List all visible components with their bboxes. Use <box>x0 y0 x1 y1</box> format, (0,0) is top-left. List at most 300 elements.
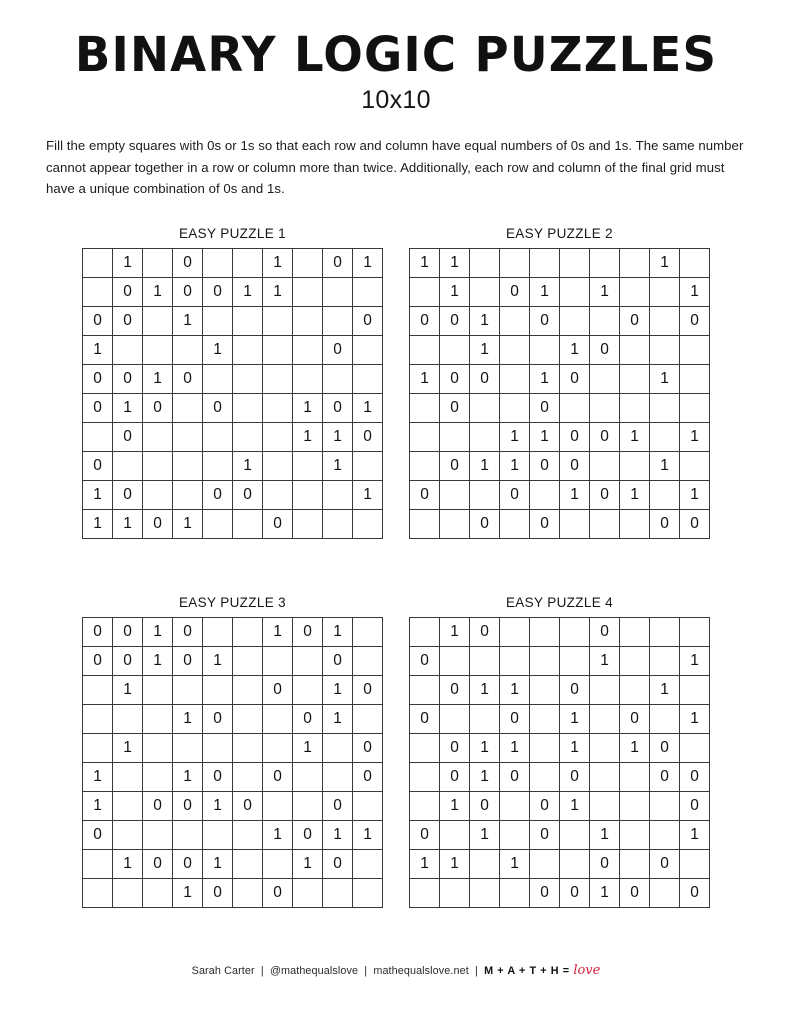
grid-cell-empty[interactable] <box>410 675 440 704</box>
grid-cell-filled[interactable]: 0 <box>530 820 560 849</box>
grid-cell-filled[interactable]: 1 <box>203 791 233 820</box>
grid-cell-empty[interactable] <box>590 762 620 791</box>
grid-cell-filled[interactable]: 0 <box>680 306 710 335</box>
grid-cell-empty[interactable] <box>353 704 383 733</box>
grid-cell-filled[interactable]: 0 <box>470 509 500 538</box>
grid-cell-filled[interactable]: 1 <box>353 480 383 509</box>
grid-cell-empty[interactable] <box>173 422 203 451</box>
grid-cell-empty[interactable] <box>293 762 323 791</box>
puzzle-2-grid[interactable] <box>409 248 710 539</box>
grid-cell-filled[interactable]: 1 <box>143 277 173 306</box>
grid-cell-filled[interactable]: 1 <box>83 480 113 509</box>
grid-cell-filled[interactable]: 1 <box>113 733 143 762</box>
grid-cell-empty[interactable] <box>620 509 650 538</box>
grid-cell-empty[interactable] <box>620 762 650 791</box>
grid-cell-filled[interactable]: 0 <box>263 762 293 791</box>
grid-cell-empty[interactable] <box>560 393 590 422</box>
grid-cell-filled[interactable]: 1 <box>440 849 470 878</box>
grid-cell-empty[interactable] <box>113 762 143 791</box>
grid-cell-empty[interactable] <box>203 451 233 480</box>
grid-cell-filled[interactable]: 0 <box>620 704 650 733</box>
grid-cell-empty[interactable] <box>83 704 113 733</box>
grid-cell-filled[interactable]: 0 <box>83 646 113 675</box>
grid-cell-filled[interactable]: 1 <box>173 762 203 791</box>
grid-cell-empty[interactable] <box>323 878 353 907</box>
grid-cell-empty[interactable] <box>650 878 680 907</box>
grid-cell-filled[interactable]: 0 <box>560 762 590 791</box>
grid-cell-filled[interactable]: 1 <box>323 704 353 733</box>
grid-cell-empty[interactable] <box>650 335 680 364</box>
grid-cell-empty[interactable] <box>620 451 650 480</box>
grid-cell-empty[interactable] <box>143 878 173 907</box>
grid-cell-filled[interactable]: 1 <box>83 762 113 791</box>
grid-cell-filled[interactable]: 1 <box>143 646 173 675</box>
grid-cell-filled[interactable]: 0 <box>560 675 590 704</box>
grid-cell-filled[interactable]: 1 <box>83 335 113 364</box>
grid-cell-filled[interactable]: 0 <box>440 306 470 335</box>
grid-cell-empty[interactable] <box>293 364 323 393</box>
grid-cell-empty[interactable] <box>263 335 293 364</box>
grid-cell-empty[interactable] <box>83 878 113 907</box>
grid-cell-empty[interactable] <box>353 791 383 820</box>
grid-cell-empty[interactable] <box>263 422 293 451</box>
grid-cell-empty[interactable] <box>620 335 650 364</box>
grid-cell-filled[interactable]: 1 <box>323 422 353 451</box>
grid-cell-empty[interactable] <box>470 849 500 878</box>
grid-cell-empty[interactable] <box>620 675 650 704</box>
grid-cell-filled[interactable]: 0 <box>590 480 620 509</box>
grid-cell-filled[interactable]: 0 <box>293 704 323 733</box>
grid-cell-empty[interactable] <box>410 393 440 422</box>
grid-cell-filled[interactable]: 0 <box>410 646 440 675</box>
grid-cell-empty[interactable] <box>470 878 500 907</box>
grid-cell-empty[interactable] <box>470 277 500 306</box>
grid-cell-filled[interactable]: 0 <box>173 791 203 820</box>
grid-cell-empty[interactable] <box>470 480 500 509</box>
grid-cell-filled[interactable]: 0 <box>323 393 353 422</box>
grid-cell-filled[interactable]: 1 <box>560 791 590 820</box>
grid-cell-empty[interactable] <box>620 248 650 277</box>
grid-cell-filled[interactable]: 0 <box>440 364 470 393</box>
grid-cell-filled[interactable]: 0 <box>263 509 293 538</box>
grid-cell-filled[interactable]: 1 <box>353 248 383 277</box>
grid-cell-filled[interactable]: 0 <box>173 248 203 277</box>
grid-cell-filled[interactable]: 0 <box>203 480 233 509</box>
grid-cell-filled[interactable]: 0 <box>560 451 590 480</box>
grid-cell-filled[interactable]: 1 <box>620 733 650 762</box>
grid-cell-filled[interactable]: 0 <box>113 306 143 335</box>
grid-cell-filled[interactable]: 1 <box>680 480 710 509</box>
grid-cell-empty[interactable] <box>173 733 203 762</box>
grid-cell-empty[interactable] <box>83 422 113 451</box>
grid-cell-empty[interactable] <box>233 878 263 907</box>
grid-cell-empty[interactable] <box>83 733 113 762</box>
grid-cell-filled[interactable]: 1 <box>263 277 293 306</box>
grid-cell-empty[interactable] <box>113 820 143 849</box>
grid-cell-filled[interactable]: 1 <box>233 451 263 480</box>
grid-cell-empty[interactable] <box>680 675 710 704</box>
grid-cell-filled[interactable]: 0 <box>440 675 470 704</box>
grid-cell-empty[interactable] <box>530 733 560 762</box>
grid-cell-empty[interactable] <box>323 306 353 335</box>
grid-cell-filled[interactable]: 0 <box>590 422 620 451</box>
grid-cell-empty[interactable] <box>143 820 173 849</box>
grid-cell-empty[interactable] <box>560 277 590 306</box>
grid-cell-filled[interactable]: 1 <box>83 509 113 538</box>
grid-cell-empty[interactable] <box>500 878 530 907</box>
grid-cell-empty[interactable] <box>620 646 650 675</box>
grid-cell-filled[interactable]: 1 <box>410 364 440 393</box>
grid-cell-filled[interactable]: 1 <box>470 675 500 704</box>
grid-cell-empty[interactable] <box>410 277 440 306</box>
grid-cell-filled[interactable]: 1 <box>470 733 500 762</box>
grid-cell-filled[interactable]: 1 <box>440 277 470 306</box>
grid-cell-filled[interactable]: 0 <box>530 306 560 335</box>
grid-cell-empty[interactable] <box>323 762 353 791</box>
grid-cell-filled[interactable]: 1 <box>470 306 500 335</box>
grid-cell-empty[interactable] <box>203 364 233 393</box>
grid-cell-filled[interactable]: 1 <box>113 248 143 277</box>
grid-cell-filled[interactable]: 0 <box>590 849 620 878</box>
grid-cell-filled[interactable]: 1 <box>173 306 203 335</box>
grid-cell-empty[interactable] <box>530 617 560 646</box>
grid-cell-filled[interactable]: 1 <box>293 422 323 451</box>
grid-cell-empty[interactable] <box>410 791 440 820</box>
grid-cell-filled[interactable]: 1 <box>680 820 710 849</box>
grid-cell-filled[interactable]: 0 <box>143 791 173 820</box>
grid-cell-filled[interactable]: 1 <box>470 451 500 480</box>
grid-cell-filled[interactable]: 1 <box>440 791 470 820</box>
grid-cell-filled[interactable]: 0 <box>143 509 173 538</box>
grid-cell-empty[interactable] <box>293 675 323 704</box>
grid-cell-filled[interactable]: 0 <box>680 762 710 791</box>
grid-cell-empty[interactable] <box>233 335 263 364</box>
grid-cell-filled[interactable]: 0 <box>113 617 143 646</box>
grid-cell-empty[interactable] <box>353 277 383 306</box>
grid-cell-filled[interactable]: 0 <box>173 617 203 646</box>
grid-cell-empty[interactable] <box>293 509 323 538</box>
grid-cell-empty[interactable] <box>173 335 203 364</box>
grid-cell-empty[interactable] <box>680 733 710 762</box>
grid-cell-empty[interactable] <box>143 451 173 480</box>
grid-cell-empty[interactable] <box>530 762 560 791</box>
grid-cell-empty[interactable] <box>590 509 620 538</box>
grid-cell-empty[interactable] <box>263 364 293 393</box>
grid-cell-empty[interactable] <box>560 849 590 878</box>
grid-cell-filled[interactable]: 0 <box>500 480 530 509</box>
grid-cell-filled[interactable]: 1 <box>500 849 530 878</box>
grid-cell-empty[interactable] <box>293 878 323 907</box>
grid-cell-empty[interactable] <box>143 335 173 364</box>
grid-cell-empty[interactable] <box>560 509 590 538</box>
grid-cell-empty[interactable] <box>113 335 143 364</box>
grid-cell-filled[interactable]: 0 <box>173 364 203 393</box>
grid-cell-empty[interactable] <box>113 451 143 480</box>
grid-cell-empty[interactable] <box>203 422 233 451</box>
grid-cell-filled[interactable]: 1 <box>500 675 530 704</box>
grid-cell-empty[interactable] <box>113 878 143 907</box>
grid-cell-filled[interactable]: 0 <box>680 791 710 820</box>
grid-cell-filled[interactable]: 1 <box>590 646 620 675</box>
grid-cell-filled[interactable]: 0 <box>263 675 293 704</box>
grid-cell-empty[interactable] <box>440 646 470 675</box>
grid-cell-empty[interactable] <box>500 306 530 335</box>
grid-cell-filled[interactable]: 0 <box>173 277 203 306</box>
grid-cell-empty[interactable] <box>650 791 680 820</box>
grid-cell-filled[interactable]: 1 <box>203 646 233 675</box>
grid-cell-empty[interactable] <box>590 364 620 393</box>
grid-cell-empty[interactable] <box>650 646 680 675</box>
grid-cell-empty[interactable] <box>680 364 710 393</box>
grid-cell-empty[interactable] <box>353 335 383 364</box>
grid-cell-empty[interactable] <box>113 791 143 820</box>
grid-cell-filled[interactable]: 0 <box>323 849 353 878</box>
grid-cell-filled[interactable]: 1 <box>113 509 143 538</box>
grid-cell-empty[interactable] <box>680 849 710 878</box>
grid-cell-filled[interactable]: 1 <box>323 617 353 646</box>
grid-cell-filled[interactable]: 1 <box>500 422 530 451</box>
grid-cell-filled[interactable]: 0 <box>410 306 440 335</box>
grid-cell-empty[interactable] <box>173 393 203 422</box>
grid-cell-filled[interactable]: 0 <box>500 277 530 306</box>
grid-cell-filled[interactable]: 1 <box>263 248 293 277</box>
grid-cell-filled[interactable]: 1 <box>173 878 203 907</box>
grid-cell-empty[interactable] <box>500 646 530 675</box>
grid-cell-filled[interactable]: 0 <box>470 364 500 393</box>
grid-cell-filled[interactable]: 1 <box>233 277 263 306</box>
grid-cell-empty[interactable] <box>143 422 173 451</box>
grid-cell-filled[interactable]: 0 <box>530 878 560 907</box>
grid-cell-filled[interactable]: 0 <box>470 791 500 820</box>
grid-cell-empty[interactable] <box>293 277 323 306</box>
grid-cell-empty[interactable] <box>143 733 173 762</box>
grid-cell-filled[interactable]: 0 <box>470 617 500 646</box>
grid-cell-empty[interactable] <box>233 306 263 335</box>
grid-cell-filled[interactable]: 0 <box>650 509 680 538</box>
grid-cell-empty[interactable] <box>143 248 173 277</box>
grid-cell-empty[interactable] <box>590 248 620 277</box>
grid-cell-empty[interactable] <box>530 248 560 277</box>
grid-cell-empty[interactable] <box>353 451 383 480</box>
grid-cell-filled[interactable]: 1 <box>143 617 173 646</box>
grid-cell-empty[interactable] <box>560 820 590 849</box>
grid-cell-empty[interactable] <box>323 277 353 306</box>
grid-cell-filled[interactable]: 1 <box>680 422 710 451</box>
grid-cell-filled[interactable]: 1 <box>590 878 620 907</box>
grid-cell-empty[interactable] <box>530 646 560 675</box>
grid-cell-empty[interactable] <box>323 733 353 762</box>
grid-cell-empty[interactable] <box>83 248 113 277</box>
grid-cell-empty[interactable] <box>650 617 680 646</box>
grid-cell-filled[interactable]: 0 <box>353 306 383 335</box>
grid-cell-filled[interactable]: 1 <box>440 248 470 277</box>
grid-cell-empty[interactable] <box>263 306 293 335</box>
grid-cell-filled[interactable]: 0 <box>620 878 650 907</box>
grid-cell-filled[interactable]: 0 <box>203 277 233 306</box>
grid-cell-empty[interactable] <box>500 393 530 422</box>
grid-cell-filled[interactable]: 1 <box>323 820 353 849</box>
grid-cell-empty[interactable] <box>410 617 440 646</box>
grid-cell-filled[interactable]: 1 <box>203 849 233 878</box>
grid-cell-filled[interactable]: 1 <box>470 762 500 791</box>
grid-cell-empty[interactable] <box>233 733 263 762</box>
grid-cell-empty[interactable] <box>590 791 620 820</box>
grid-cell-empty[interactable] <box>650 422 680 451</box>
grid-cell-filled[interactable]: 1 <box>590 277 620 306</box>
grid-cell-filled[interactable]: 1 <box>590 820 620 849</box>
grid-cell-empty[interactable] <box>323 480 353 509</box>
grid-cell-empty[interactable] <box>470 704 500 733</box>
grid-cell-empty[interactable] <box>263 393 293 422</box>
grid-cell-filled[interactable]: 1 <box>293 733 323 762</box>
grid-cell-empty[interactable] <box>500 335 530 364</box>
grid-cell-filled[interactable]: 0 <box>440 762 470 791</box>
grid-cell-empty[interactable] <box>500 617 530 646</box>
grid-cell-empty[interactable] <box>590 704 620 733</box>
grid-cell-filled[interactable]: 0 <box>203 878 233 907</box>
grid-cell-filled[interactable]: 0 <box>410 480 440 509</box>
grid-cell-empty[interactable] <box>233 248 263 277</box>
grid-cell-empty[interactable] <box>470 422 500 451</box>
grid-cell-empty[interactable] <box>650 704 680 733</box>
grid-cell-empty[interactable] <box>440 335 470 364</box>
grid-cell-empty[interactable] <box>233 762 263 791</box>
grid-cell-empty[interactable] <box>233 704 263 733</box>
grid-cell-empty[interactable] <box>680 617 710 646</box>
grid-cell-filled[interactable]: 0 <box>560 878 590 907</box>
grid-cell-empty[interactable] <box>173 820 203 849</box>
grid-cell-empty[interactable] <box>470 646 500 675</box>
grid-cell-empty[interactable] <box>203 306 233 335</box>
grid-cell-filled[interactable]: 1 <box>440 617 470 646</box>
grid-cell-filled[interactable]: 1 <box>530 364 560 393</box>
grid-cell-empty[interactable] <box>203 248 233 277</box>
grid-cell-empty[interactable] <box>440 422 470 451</box>
grid-cell-empty[interactable] <box>263 733 293 762</box>
grid-cell-filled[interactable]: 0 <box>440 451 470 480</box>
grid-cell-empty[interactable] <box>263 451 293 480</box>
grid-cell-filled[interactable]: 0 <box>650 733 680 762</box>
grid-cell-empty[interactable] <box>293 335 323 364</box>
grid-cell-empty[interactable] <box>620 364 650 393</box>
grid-cell-empty[interactable] <box>620 617 650 646</box>
grid-cell-empty[interactable] <box>353 364 383 393</box>
grid-cell-filled[interactable]: 1 <box>650 364 680 393</box>
grid-cell-filled[interactable]: 0 <box>353 675 383 704</box>
grid-cell-filled[interactable]: 1 <box>500 451 530 480</box>
grid-cell-empty[interactable] <box>650 277 680 306</box>
grid-cell-filled[interactable]: 0 <box>83 617 113 646</box>
grid-cell-empty[interactable] <box>293 646 323 675</box>
grid-cell-empty[interactable] <box>203 675 233 704</box>
grid-cell-empty[interactable] <box>293 306 323 335</box>
puzzle-3-grid[interactable] <box>82 617 383 908</box>
grid-cell-filled[interactable]: 0 <box>500 762 530 791</box>
grid-cell-empty[interactable] <box>530 704 560 733</box>
grid-cell-filled[interactable]: 1 <box>560 335 590 364</box>
grid-cell-empty[interactable] <box>353 646 383 675</box>
grid-cell-empty[interactable] <box>500 791 530 820</box>
grid-cell-empty[interactable] <box>410 878 440 907</box>
grid-cell-filled[interactable]: 0 <box>143 393 173 422</box>
grid-cell-empty[interactable] <box>530 675 560 704</box>
grid-cell-filled[interactable]: 1 <box>263 617 293 646</box>
grid-cell-empty[interactable] <box>680 451 710 480</box>
grid-cell-filled[interactable]: 0 <box>353 762 383 791</box>
grid-cell-filled[interactable]: 1 <box>560 704 590 733</box>
grid-cell-empty[interactable] <box>233 849 263 878</box>
grid-cell-empty[interactable] <box>530 335 560 364</box>
grid-cell-filled[interactable]: 0 <box>323 646 353 675</box>
grid-cell-filled[interactable]: 1 <box>323 675 353 704</box>
grid-cell-filled[interactable]: 0 <box>590 617 620 646</box>
grid-cell-empty[interactable] <box>203 617 233 646</box>
grid-cell-filled[interactable]: 0 <box>173 849 203 878</box>
grid-cell-empty[interactable] <box>560 646 590 675</box>
grid-cell-empty[interactable] <box>203 509 233 538</box>
grid-cell-filled[interactable]: 1 <box>113 675 143 704</box>
grid-cell-empty[interactable] <box>143 762 173 791</box>
grid-cell-empty[interactable] <box>440 509 470 538</box>
grid-cell-filled[interactable]: 0 <box>590 335 620 364</box>
grid-cell-filled[interactable]: 1 <box>470 820 500 849</box>
grid-cell-filled[interactable]: 0 <box>113 480 143 509</box>
grid-cell-empty[interactable] <box>263 791 293 820</box>
grid-cell-filled[interactable]: 1 <box>680 646 710 675</box>
grid-cell-empty[interactable] <box>620 820 650 849</box>
grid-cell-filled[interactable]: 0 <box>650 849 680 878</box>
grid-cell-empty[interactable] <box>83 675 113 704</box>
grid-cell-empty[interactable] <box>590 306 620 335</box>
grid-cell-empty[interactable] <box>410 762 440 791</box>
grid-cell-empty[interactable] <box>263 704 293 733</box>
grid-cell-empty[interactable] <box>620 791 650 820</box>
grid-cell-filled[interactable]: 0 <box>530 509 560 538</box>
grid-cell-empty[interactable] <box>233 820 263 849</box>
grid-cell-empty[interactable] <box>143 675 173 704</box>
grid-cell-empty[interactable] <box>530 480 560 509</box>
grid-cell-empty[interactable] <box>410 422 440 451</box>
grid-cell-empty[interactable] <box>113 704 143 733</box>
grid-cell-empty[interactable] <box>233 509 263 538</box>
grid-cell-filled[interactable]: 1 <box>650 248 680 277</box>
grid-cell-empty[interactable] <box>650 393 680 422</box>
grid-cell-empty[interactable] <box>590 393 620 422</box>
grid-cell-empty[interactable] <box>410 509 440 538</box>
grid-cell-filled[interactable]: 1 <box>470 335 500 364</box>
grid-cell-filled[interactable]: 0 <box>500 704 530 733</box>
grid-cell-empty[interactable] <box>293 791 323 820</box>
grid-cell-filled[interactable]: 1 <box>620 422 650 451</box>
grid-cell-filled[interactable]: 0 <box>83 364 113 393</box>
grid-cell-empty[interactable] <box>560 248 590 277</box>
grid-cell-empty[interactable] <box>293 480 323 509</box>
grid-cell-filled[interactable]: 0 <box>203 393 233 422</box>
grid-cell-empty[interactable] <box>650 820 680 849</box>
grid-cell-filled[interactable]: 1 <box>113 849 143 878</box>
grid-cell-empty[interactable] <box>680 393 710 422</box>
grid-cell-empty[interactable] <box>263 480 293 509</box>
grid-cell-empty[interactable] <box>620 277 650 306</box>
grid-cell-filled[interactable]: 1 <box>680 704 710 733</box>
grid-cell-filled[interactable]: 1 <box>353 393 383 422</box>
grid-cell-filled[interactable]: 0 <box>560 422 590 451</box>
grid-cell-empty[interactable] <box>500 364 530 393</box>
grid-cell-empty[interactable] <box>203 820 233 849</box>
grid-cell-filled[interactable]: 0 <box>143 849 173 878</box>
grid-cell-empty[interactable] <box>353 617 383 646</box>
grid-cell-empty[interactable] <box>353 849 383 878</box>
